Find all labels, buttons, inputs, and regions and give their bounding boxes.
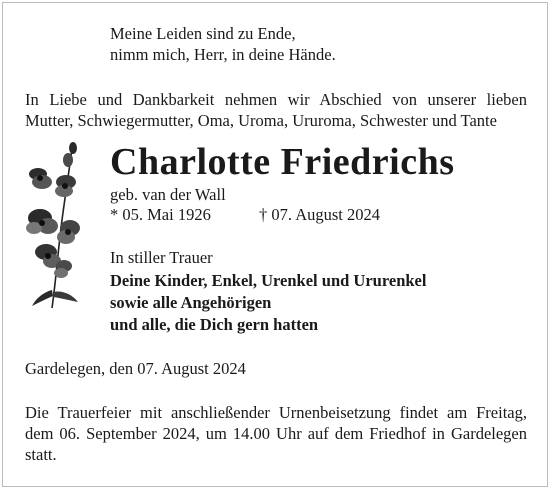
- intro-text: [25, 89, 527, 131]
- mourners-line-1: Deine Kinder, Enkel, Urenkel und Ururenkel: [110, 271, 427, 290]
- funeral-line-1: Die Trauerfeier mit anschließender Urnenbeisetzung findet am Freitag,: [25, 403, 527, 422]
- verse-line-2: nimm mich, Herr, in deine Hände.: [110, 45, 336, 64]
- intro-line-1: In Liebe und Dankbarkeit nehmen wir Abschied von unserer lieben: [25, 90, 527, 109]
- place-date: Gardelegen, den 07. August 2024: [25, 359, 246, 378]
- deceased-name: Charlotte Friedrichs: [110, 141, 455, 183]
- birth-date: * 05. Mai 1926: [110, 205, 211, 224]
- intro-line-2: Mutter, Schwiegermutter, Oma, Uroma, Ururoma, Schwester und Tante: [25, 111, 497, 130]
- mourners-heading: In stiller Trauer: [110, 248, 213, 267]
- funeral-line-3: statt.: [25, 445, 57, 464]
- mourners-line-3: und alle, die Dich gern hatten: [110, 315, 319, 334]
- maiden-name: geb. van der Wall: [110, 185, 226, 204]
- funeral-line-2: dem 06. September 2024, um 14.00 Uhr auf dem Friedhof in Gardelegen: [25, 424, 527, 443]
- mourners-line-2: sowie alle Angehörigen: [110, 293, 272, 312]
- orchid-illustration: [22, 140, 84, 308]
- death-date: † 07. August 2024: [259, 205, 381, 224]
- verse-line-1: Meine Leiden sind zu Ende,: [110, 24, 296, 43]
- funeral-details: [25, 402, 527, 465]
